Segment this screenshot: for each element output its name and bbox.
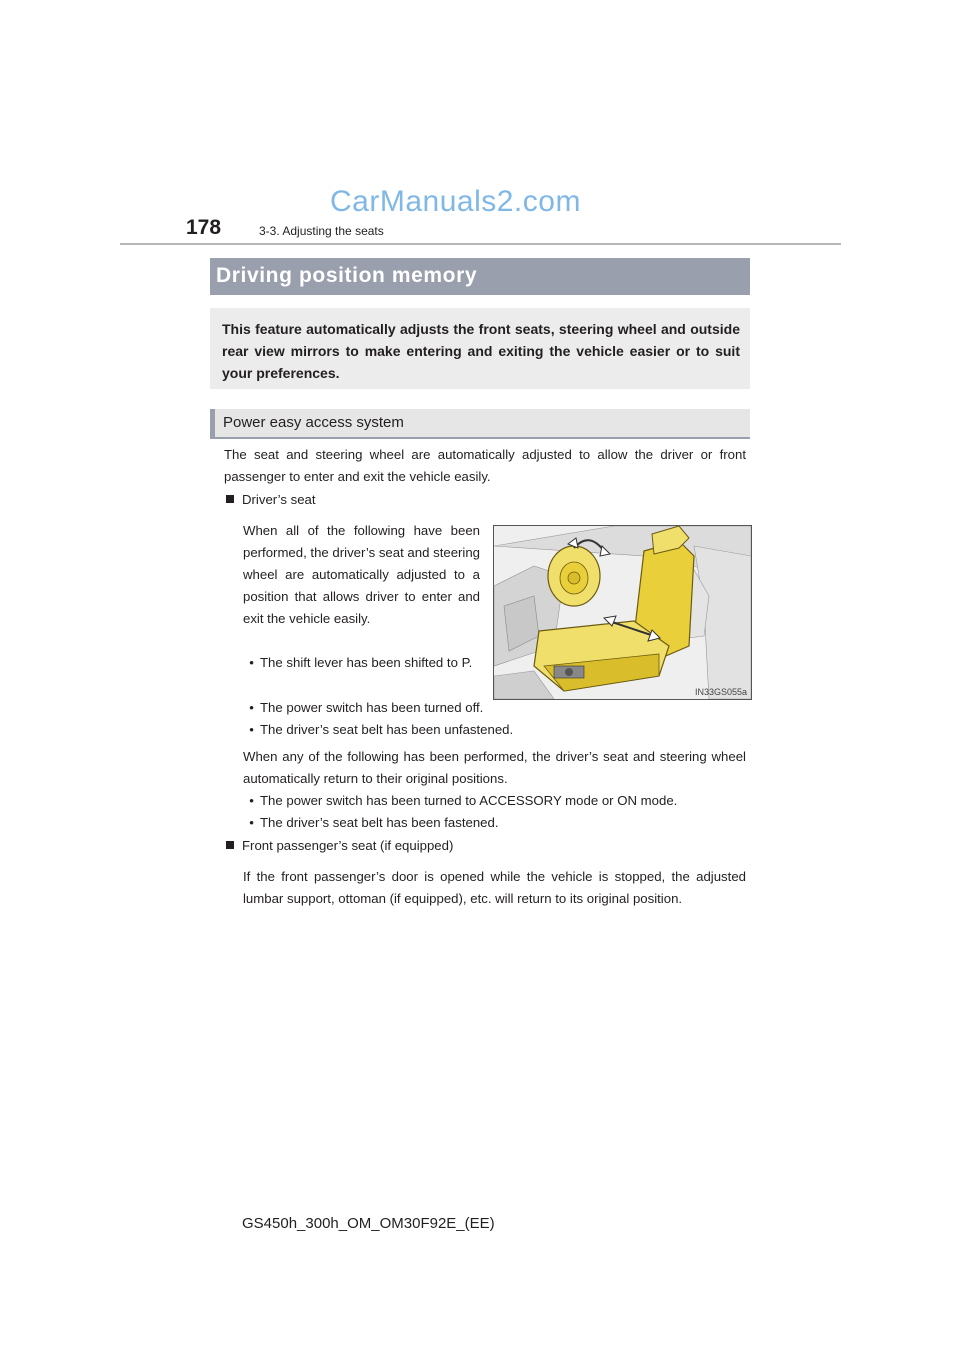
drivers-seat-heading — [226, 492, 316, 507]
return-condition-text: The power switch has been turned to ACCESSORY mode or ON mode. — [260, 793, 678, 808]
drivers-seat-text: When all of the following have been performed, the driver’s seat and steering wheel are automatically adjusted to a position that allows driver to enter and exit the vehicle easily. — [243, 523, 481, 626]
section-header: 3-3. Adjusting the seats — [259, 224, 384, 238]
subsection-accent — [210, 409, 215, 439]
condition-text: The shift lever has been shifted to P. — [260, 655, 473, 670]
passenger-seat-heading — [226, 838, 453, 853]
intro-box — [210, 308, 750, 389]
passenger-seat-heading-text: Front passenger’s seat (if equipped) — [242, 838, 454, 853]
subsection-title: Power easy access system — [223, 414, 404, 431]
driver-seat-steering-illustration — [493, 525, 752, 700]
subsection-description: The seat and steering wheel are automatically adjusted to allow the driver or front passenger to enter and exit the vehicle easily. — [224, 447, 746, 484]
list-item: • The driver’s seat belt has been unfastened. — [243, 719, 743, 741]
passenger-seat-text: If the front passenger’s door is opened while the vehicle is stopped, the adjusted lumbar support, ottoman (if equipped), etc. will return to its original position. — [243, 869, 746, 906]
page-title: Driving position memory — [216, 264, 478, 287]
square-bullet-icon — [226, 841, 234, 849]
return-text: When any of the following has been performed, the driver’s seat and steering wheel automatically return to their original positions. — [243, 749, 746, 786]
list-item: • The shift lever has been shifted to P. — [243, 652, 483, 674]
footer-code: GS450h_300h_OM_OM30F92E_(EE) — [242, 1215, 495, 1232]
drivers-seat-heading-text: Driver’s seat — [242, 492, 316, 507]
condition-text: The power switch has been turned off. — [260, 700, 484, 715]
list-item: • The power switch has been turned off. — [243, 697, 743, 719]
subsection-bar — [210, 409, 750, 439]
title-bar — [210, 258, 750, 295]
illustration-code: IN33GS055a — [694, 687, 747, 697]
watermark: CarManuals2.com — [330, 185, 581, 218]
square-bullet-icon — [226, 495, 234, 503]
header-divider — [120, 243, 841, 245]
seat-illustration-svg — [494, 526, 751, 699]
list-item: • The driver’s seat belt has been fastened. — [243, 812, 743, 834]
intro-text: This feature automatically adjusts the front seats, steering wheel and outside rear view mirrors to make entering and exiting the vehicle easier or to suit your preferences. — [222, 321, 740, 381]
page-number: 178 — [186, 216, 222, 239]
list-item: • The power switch has been turned to ACCESSORY mode or ON mode. — [243, 790, 743, 812]
return-condition-text: The driver’s seat belt has been fastened. — [260, 815, 499, 830]
condition-text: The driver’s seat belt has been unfastened. — [260, 722, 514, 737]
